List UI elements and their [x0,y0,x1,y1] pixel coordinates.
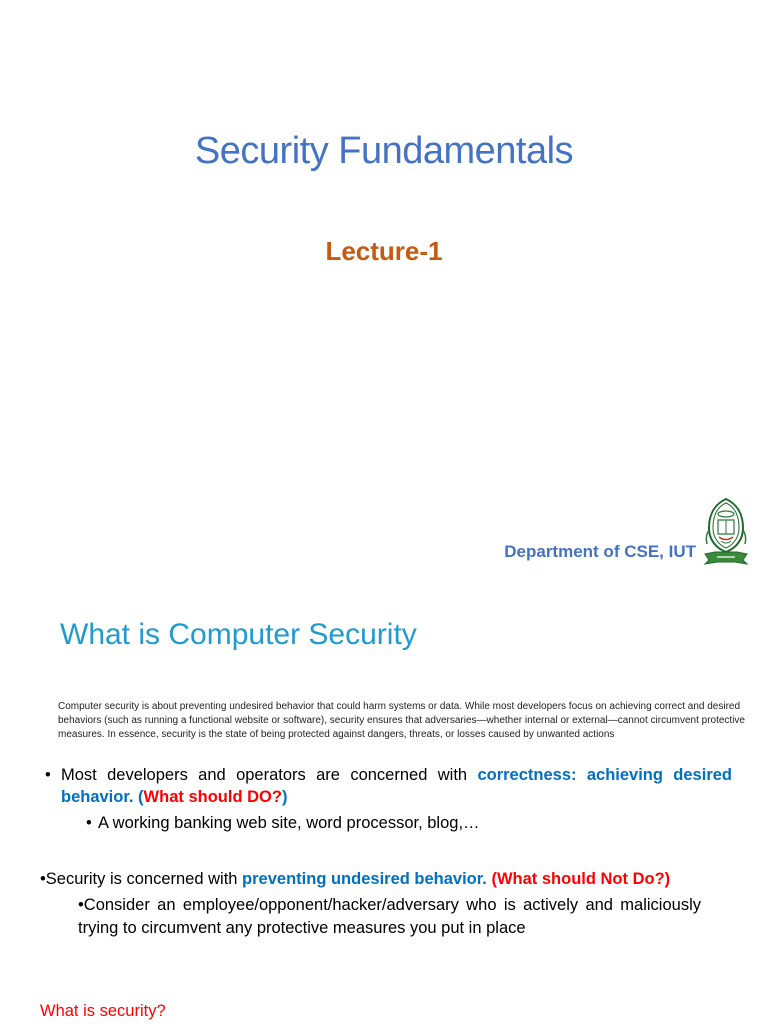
iut-crest-icon [703,496,749,566]
bullet-text: Most developers and operators are concerned with [61,766,478,784]
slide-title: Security Fundamentals [194,130,574,172]
question-text: What should DO? [143,788,282,806]
section-heading: What is Computer Security [60,618,417,651]
bullet-list [42,764,732,834]
sub-bullet-text: Consider an employee/opponent/hacker/adversary who is actively and maliciously trying to circumvent any protective measures you put in place [78,896,701,937]
paren-close: ) [281,788,288,806]
highlight-text: preventing undesired behavior. [242,870,487,888]
highlight-text: correctness: achieving desired behavior. [61,766,732,806]
footer-question: What is security? [40,1002,166,1020]
list-item [42,812,732,834]
question-text: What should Not Do? [496,870,665,888]
sub-bullet-text: A working banking web site, word processor, blog,… [98,814,480,832]
list-item [42,764,732,808]
paren-open: ( [133,788,144,806]
security-bullet [40,868,702,890]
bullet-marker: • [40,870,46,888]
bullet-marker: • [78,896,84,914]
slide-subtitle: Lecture-1 [325,236,443,266]
bullet-marker: • [86,814,92,832]
paren-open: ( [486,870,497,888]
intro-paragraph: Computer security is about preventing undesired behavior that could harm systems or data. While most developers focus on achieving correct and desired behaviors (such as running a functional website or software), security ensures that adversaries—whether internal or external—cannot circumvent protective measures. In essence, security is the state of being protected against dangers, threats, or losses caused by unwanted actions [58,701,745,740]
bullet-text: Security is concerned with [45,870,243,888]
department-label: Department of CSE, IUT [504,542,696,561]
security-sub-bullet [78,894,701,940]
paren-close: ) [664,870,671,888]
content-slide [0,590,768,1024]
bullet-marker: • [45,766,51,784]
